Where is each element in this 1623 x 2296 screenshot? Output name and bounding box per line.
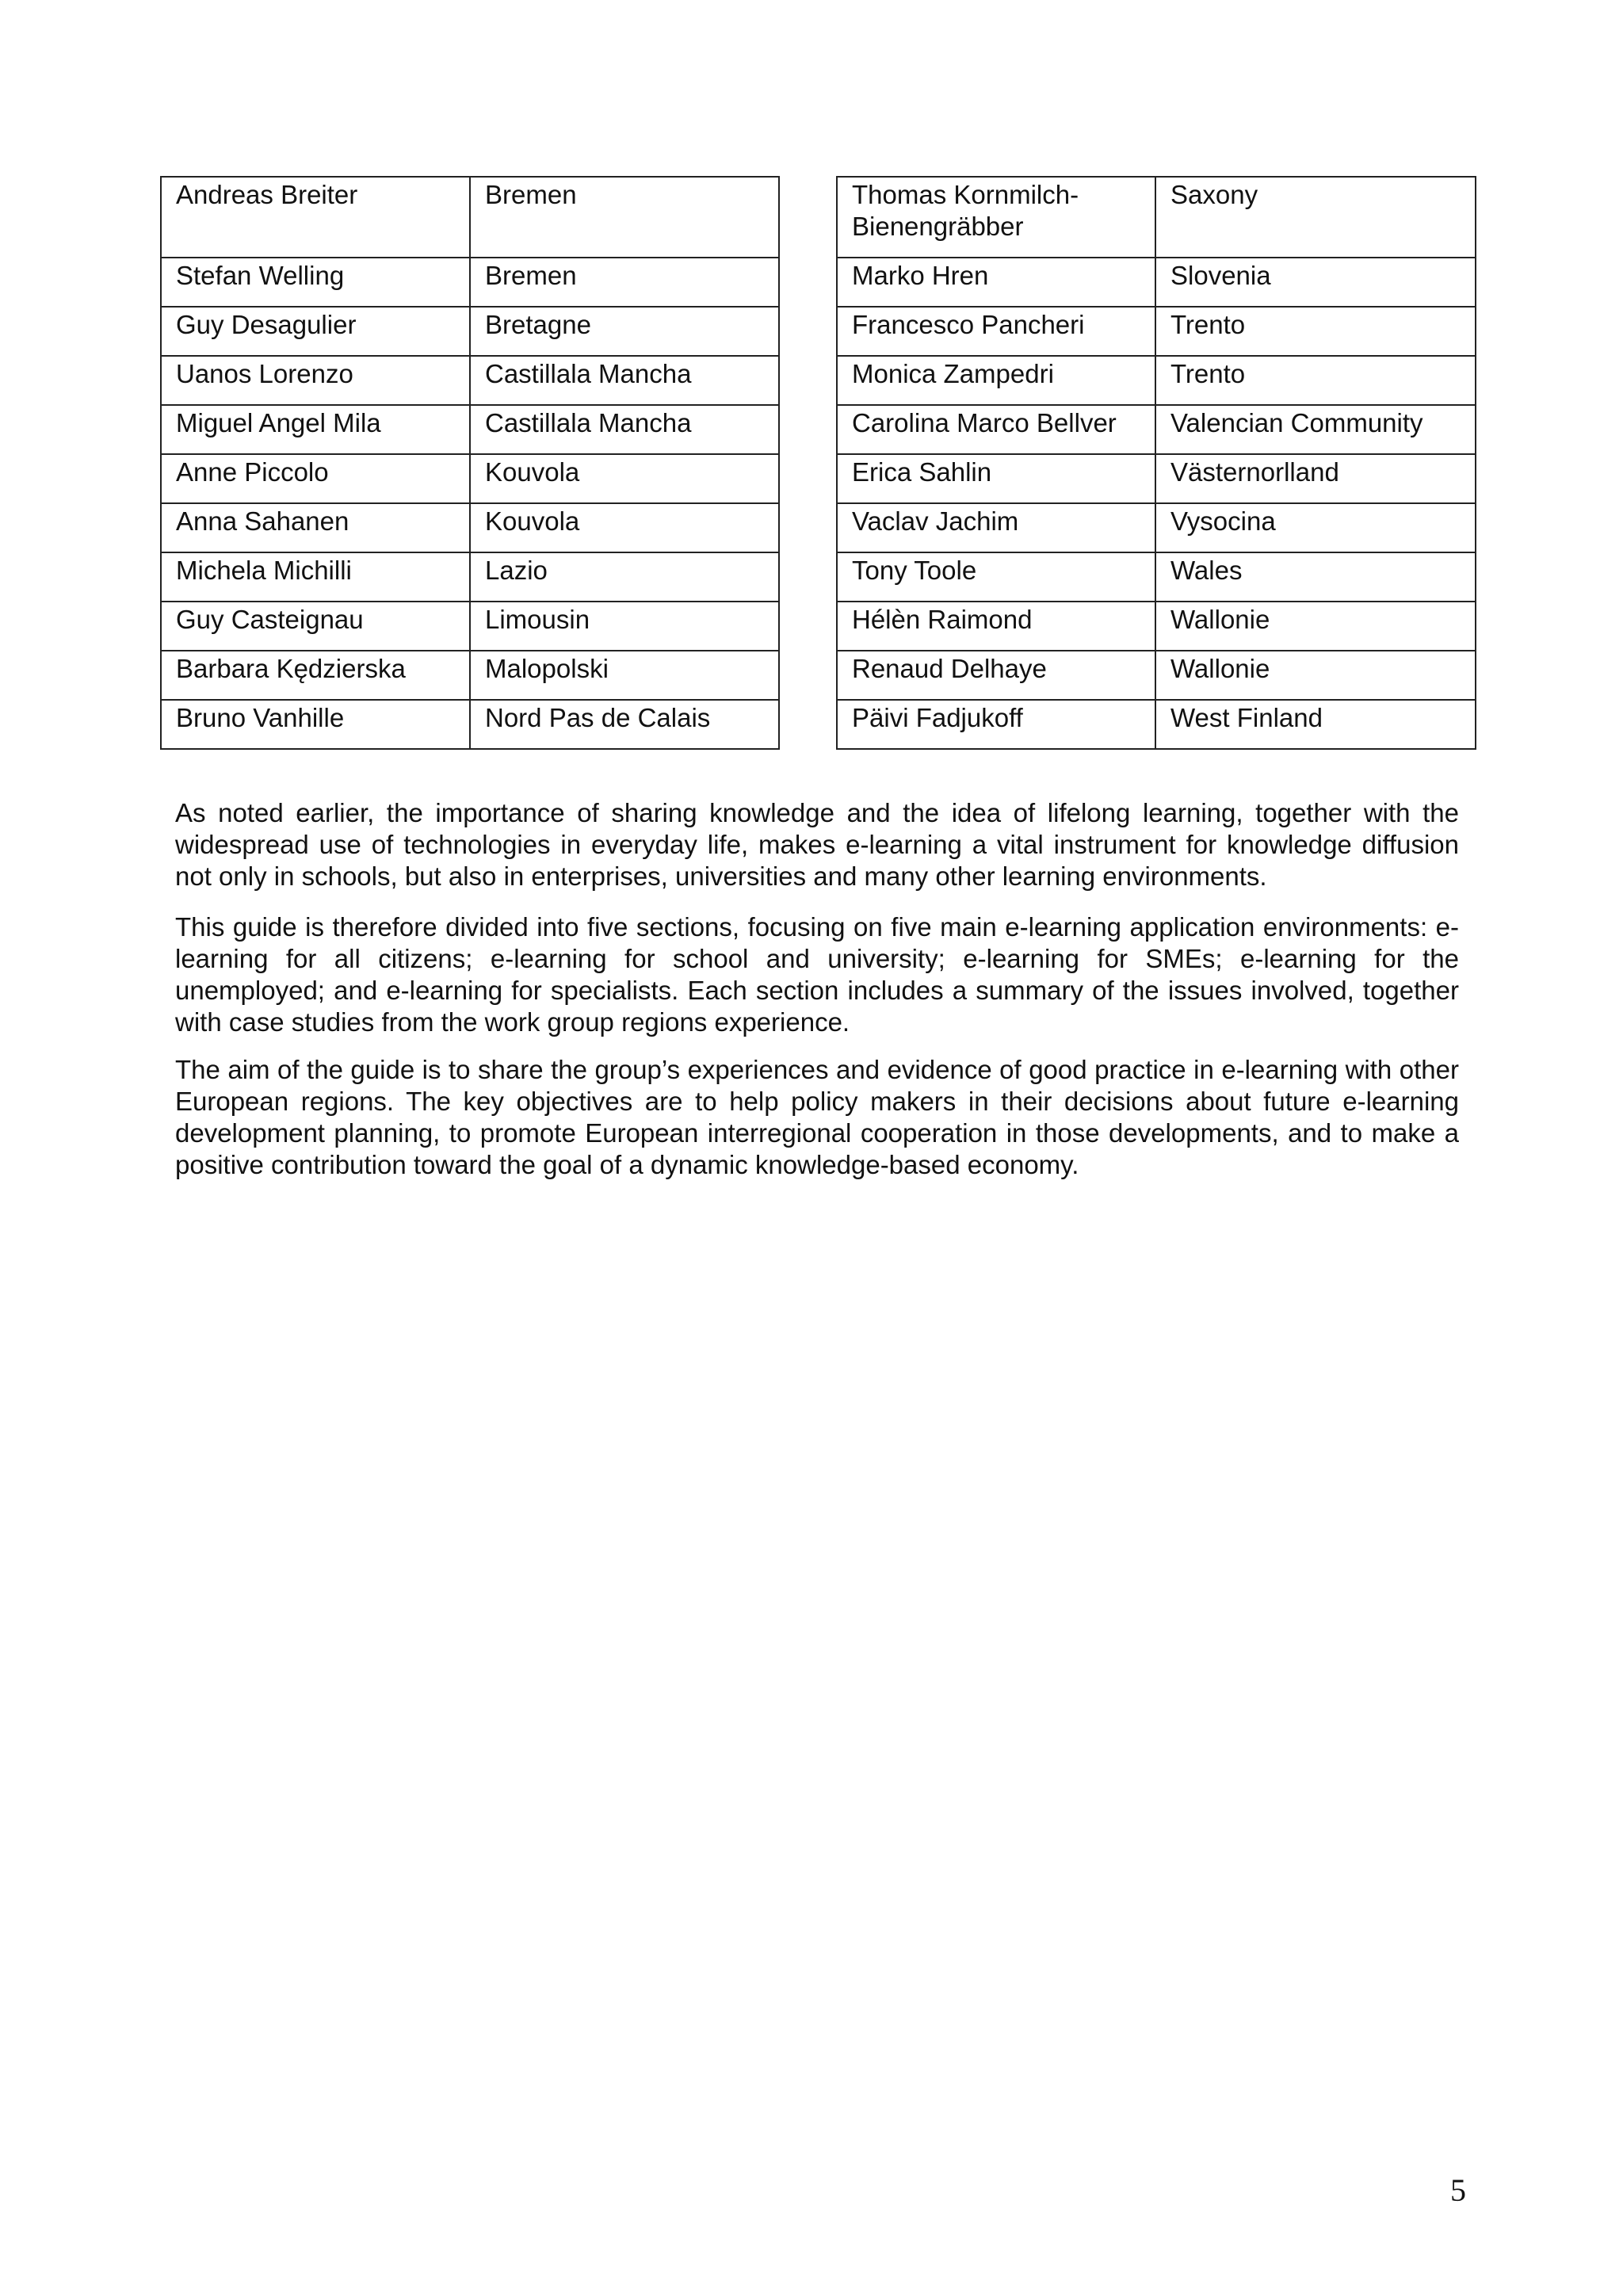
table-row [161, 651, 779, 700]
table-row [161, 307, 779, 356]
table-row [837, 177, 1476, 258]
participant-name: Erica Sahlin [837, 454, 1155, 503]
participant-region: Västernorlland [1155, 454, 1476, 503]
participant-region: Castillala Mancha [470, 356, 779, 405]
table-row [161, 602, 779, 651]
participant-region: Trento [1155, 356, 1476, 405]
participant-name: Barbara Kędzierska [161, 651, 470, 700]
participants-table-left [160, 176, 780, 750]
body-paragraph-aim: The aim of the guide is to share the group’s experiences and evidence of good practice in e-learning with other European regions. The key objectives are to help policy makers in their decisions about future e-learning development planning, to promote European interregional cooperation in those developments, and to make a positive contribution toward the goal of a dynamic knowledge-based economy. [175, 1055, 1459, 1179]
participant-name: Guy Casteignau [161, 602, 470, 651]
participant-region: Vysocina [1155, 503, 1476, 552]
body-paragraph-sections: This guide is therefore divided into five sections, focusing on five main e-learning application environments: e-learning for all citizens; e-learning for school and university; e-learning for SMEs; e-learning for the unemployed; and e-learning for specialists. Each section includes a summary of the issues involved, together with case studies from the work group regions experience. [175, 912, 1459, 1037]
participant-region: Wales [1155, 552, 1476, 602]
participant-name: Anne Piccolo [161, 454, 470, 503]
participant-name: Anna Sahanen [161, 503, 470, 552]
table-row [837, 307, 1476, 356]
participant-region: Valencian Community [1155, 405, 1476, 454]
participant-region: Kouvola [470, 503, 779, 552]
table-row [837, 700, 1476, 749]
table-row [161, 405, 779, 454]
table-row [161, 177, 779, 258]
participant-region: Bremen [470, 258, 779, 307]
table-row [837, 651, 1476, 700]
participant-name: Marko Hren [837, 258, 1155, 307]
participant-region: Wallonie [1155, 651, 1476, 700]
participant-name: Renaud Delhaye [837, 651, 1155, 700]
participant-name: Hélèn Raimond [837, 602, 1155, 651]
participant-name: Uanos Lorenzo [161, 356, 470, 405]
table-row [161, 700, 779, 749]
table-row [837, 405, 1476, 454]
participants-table-right [836, 176, 1476, 750]
table-row [161, 552, 779, 602]
participant-name: Carolina Marco Bellver [837, 405, 1155, 454]
table-row [837, 503, 1476, 552]
participant-name: Andreas Breiter [161, 177, 470, 258]
participant-name: Bruno Vanhille [161, 700, 470, 749]
participant-name: Michela Michilli [161, 552, 470, 602]
table-row [161, 356, 779, 405]
participant-region: Castillala Mancha [470, 405, 779, 454]
participant-name: Thomas Kornmilch-Bienengräbber [837, 177, 1155, 258]
participant-name: Tony Toole [837, 552, 1155, 602]
participant-region: Bremen [470, 177, 779, 258]
table-row [837, 602, 1476, 651]
body-paragraph-intro: As noted earlier, the importance of sharing knowledge and the idea of lifelong learning, together with the widespread use of technologies in everyday life, makes e-learning a vital instrument for knowledge diffusion not only in schools, but also in enterprises, universities and many other learning environments. [175, 798, 1459, 891]
participant-region: Lazio [470, 552, 779, 602]
participant-region: Trento [1155, 307, 1476, 356]
participant-region: Wallonie [1155, 602, 1476, 651]
participant-name: Päivi Fadjukoff [837, 700, 1155, 749]
table-row [837, 454, 1476, 503]
table-row [161, 258, 779, 307]
participant-name: Vaclav Jachim [837, 503, 1155, 552]
table-row [837, 258, 1476, 307]
participant-region: West Finland [1155, 700, 1476, 749]
participant-region: Kouvola [470, 454, 779, 503]
participant-region: Slovenia [1155, 258, 1476, 307]
participant-name: Guy Desagulier [161, 307, 470, 356]
table-row [161, 454, 779, 503]
participant-name: Stefan Welling [161, 258, 470, 307]
participant-region: Saxony [1155, 177, 1476, 258]
participant-region: Nord Pas de Calais [470, 700, 779, 749]
page-number: 5 [1450, 2172, 1466, 2208]
participant-name: Miguel Angel Mila [161, 405, 470, 454]
table-row [837, 356, 1476, 405]
table-row [837, 552, 1476, 602]
participant-region: Malopolski [470, 651, 779, 700]
participant-name: Francesco Pancheri [837, 307, 1155, 356]
participant-region: Limousin [470, 602, 779, 651]
table-row [161, 503, 779, 552]
participant-region: Bretagne [470, 307, 779, 356]
participant-name: Monica Zampedri [837, 356, 1155, 405]
